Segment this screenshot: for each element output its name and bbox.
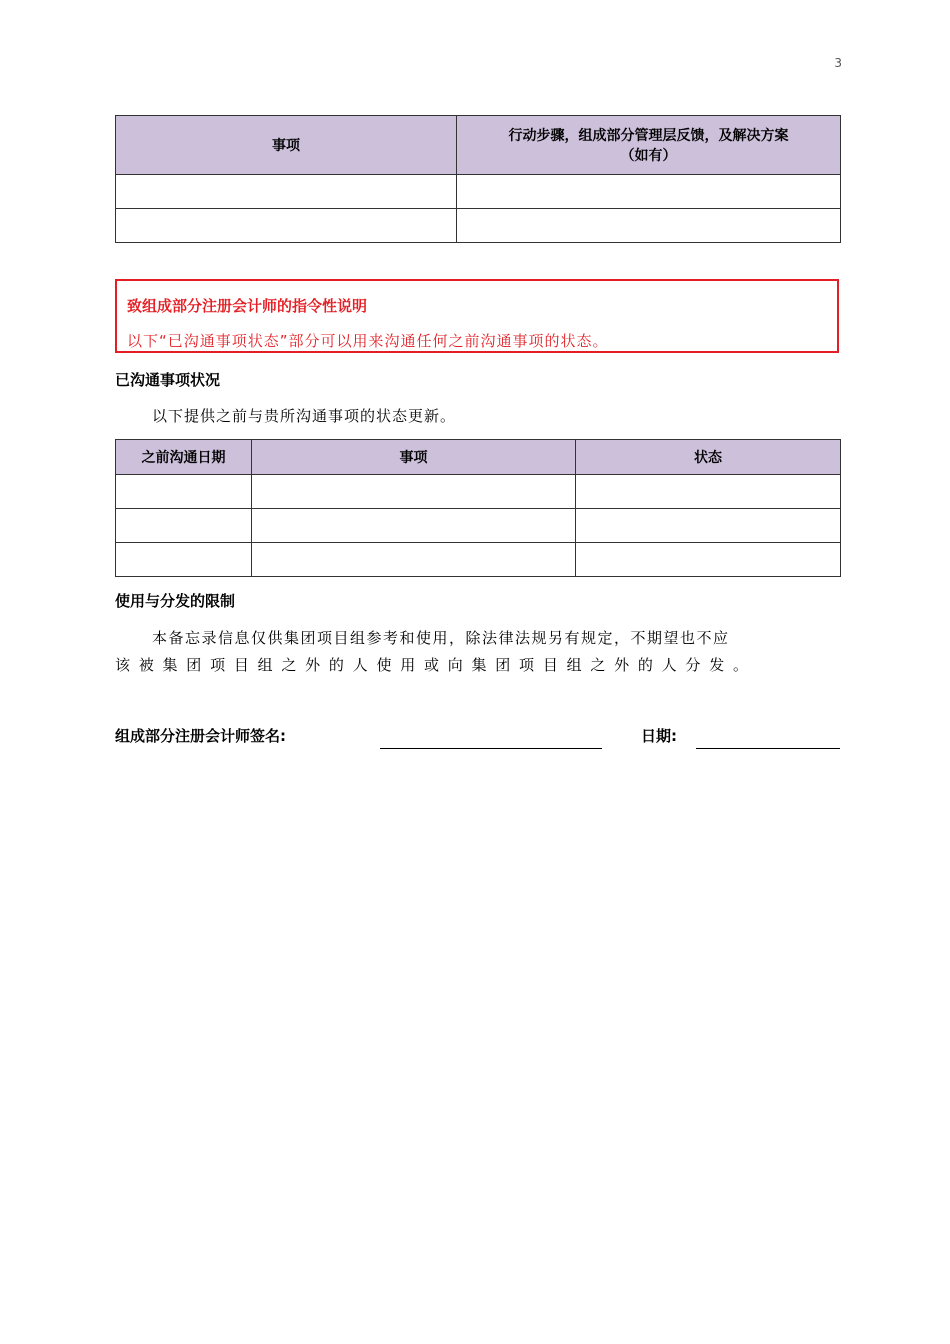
table-header-row: [116, 116, 841, 175]
table-row: [116, 475, 841, 509]
restriction-text-line2: 该 被 集 团 项 目 组 之 外 的 人 使 用 或 向 集 团 项 目 组 之 外 的 人 分 发 。: [115, 656, 750, 674]
table-cell[interactable]: [252, 543, 576, 577]
header-action-steps-line2: （如有）: [620, 148, 677, 164]
table-cell[interactable]: [576, 543, 841, 577]
table-cell[interactable]: [116, 175, 457, 209]
header-matter: 事项: [252, 440, 576, 475]
table-cell[interactable]: [116, 209, 457, 243]
restriction-text-line1: 本备忘录信息仅供集团项目组参考和使用，除法律法规另有规定，不期望也不应: [152, 629, 730, 647]
restriction-heading: 使用与分发的限制: [115, 592, 236, 610]
instruction-note-title: 致组成部分注册会计师的指令性说明: [127, 297, 368, 315]
table-cell[interactable]: [576, 509, 841, 543]
table-row: [116, 209, 841, 243]
table-cell[interactable]: [252, 509, 576, 543]
instruction-note-text: 以下“已沟通事项状态”部分可以用来沟通任何之前沟通事项的状态。: [127, 332, 609, 350]
header-matter: 事项: [116, 116, 457, 175]
date-line[interactable]: [696, 748, 840, 749]
header-action-steps-line1: 行动步骤，组成部分管理层反馈，及解决方案: [508, 128, 789, 144]
signature-line[interactable]: [380, 748, 602, 749]
signature-label: 组成部分注册会计师签名:: [115, 727, 286, 745]
page-number: 3: [834, 56, 842, 70]
date-label: 日期:: [641, 727, 677, 745]
table-cell[interactable]: [116, 509, 252, 543]
header-action-steps: [457, 116, 841, 175]
table-row: [116, 543, 841, 577]
communicated-matters-text: 以下提供之前与贵所沟通事项的状态更新。: [152, 407, 457, 425]
header-previous-date: 之前沟通日期: [116, 440, 252, 475]
table-cell[interactable]: [252, 475, 576, 509]
table-row: [116, 509, 841, 543]
header-status: 状态: [576, 440, 841, 475]
table-row: [116, 175, 841, 209]
table-cell[interactable]: [576, 475, 841, 509]
instruction-note-box: [115, 279, 839, 353]
table-cell[interactable]: [457, 175, 841, 209]
table-header-row: [116, 440, 841, 475]
communicated-matters-heading: 已沟通事项状况: [115, 371, 221, 389]
status-table: [115, 439, 841, 577]
table-cell[interactable]: [457, 209, 841, 243]
table-cell[interactable]: [116, 475, 252, 509]
action-steps-table: [115, 115, 841, 243]
table-cell[interactable]: [116, 543, 252, 577]
